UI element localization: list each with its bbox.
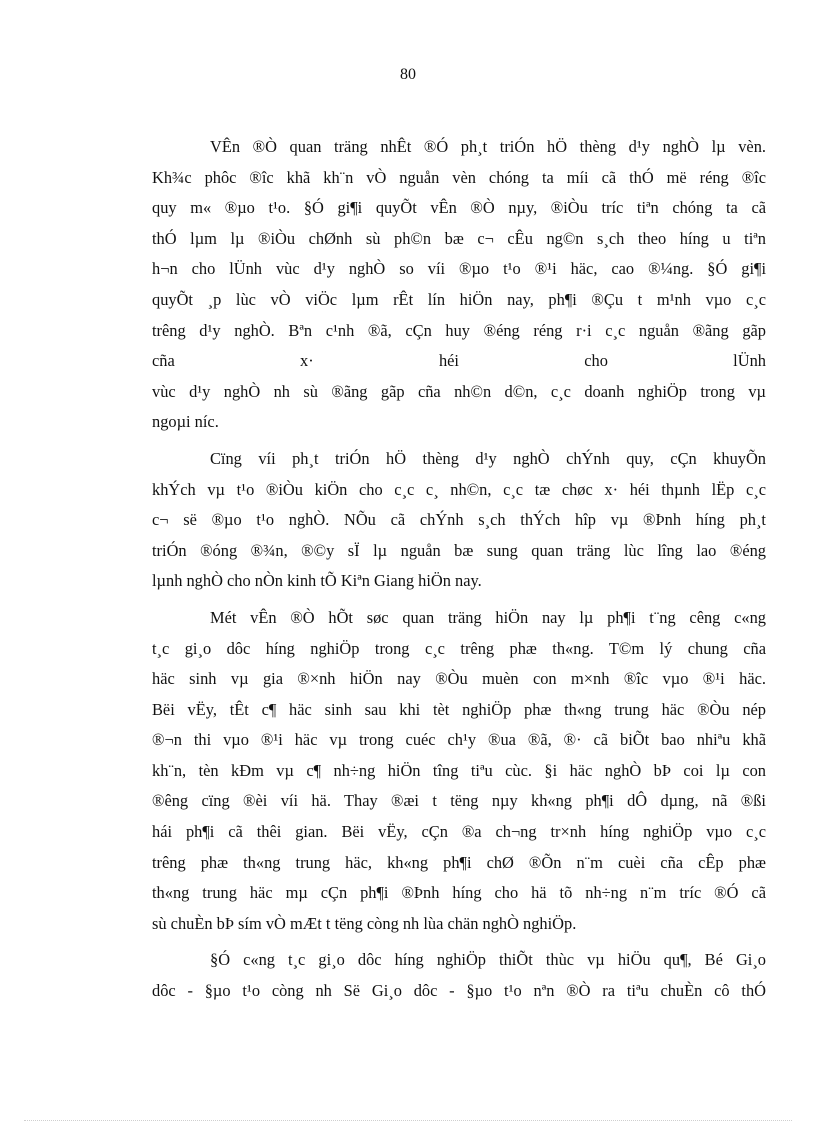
spread-words: [152, 346, 766, 377]
spread-word: cho: [584, 351, 608, 371]
paragraph-4: [152, 945, 766, 1006]
paragraph-line: vùc d¹y nghÒ nh sù ®ãng gãp cña nh©n d©n, c¸c doanh nghiÖp trong vµ: [152, 381, 766, 401]
paragraph-line: häc sinh vµ gia ®×nh hiÖn nay ®Òu muèn con m×nh ®îc vµo ®¹i häc.: [152, 669, 766, 689]
spread-word: lÜnh: [733, 351, 766, 371]
paragraph-line: c¬ së ®µo t¹o nghÒ. NÕu cã chÝnh s¸ch thÝch hîp vµ ®Þnh híng ph¸t: [152, 510, 766, 530]
paragraph-line: khÝch vµ t¹o ®iÒu kiÖn cho c¸c c¸ nh©n, c¸c tæ chøc x· héi thµnh lËp c¸c: [152, 479, 766, 499]
spread-word: x·: [300, 351, 314, 371]
paragraph-line: trêng d¹y nghÒ. Bªn c¹nh ®ã, cÇn huy ®éng réng r·i c¸c nguån ®ãng gãp: [152, 320, 766, 340]
paragraph-line: Kh¾c phôc ®îc khã kh¨n vÒ nguån vèn chóng ta míi cã thÓ më réng ®îc: [152, 167, 766, 187]
paragraph-3: [152, 603, 766, 940]
paragraph-line: sù chuÈn bÞ sím vÒ mÆt t tëng còng nh lùa chän nghÒ nghiÖp.: [152, 913, 577, 933]
paragraph-line: ngoµi níc.: [152, 412, 219, 432]
paragraph-line: th«ng trung häc mµ cÇn ph¶i ®Þnh híng cho hä tõ nh÷ng n¨m tríc ®Ó cã: [152, 883, 766, 903]
paragraph-line: quy m« ®µo t¹o. §Ó gi¶i quyÕt vÊn ®Ò nµy, ®iÒu tríc tiªn chóng ta cã: [152, 198, 766, 218]
paragraph-line: quyÕt ¸p lùc vÒ viÖc lµm rÊt lín hiÖn nay, ph¶i ®Çu t m¹nh vµo c¸c: [152, 289, 766, 309]
paragraph-1: [152, 132, 766, 438]
page-number: 80: [400, 66, 416, 83]
paragraph-line: ®¬n thi vµo ®¹i häc vµ trong cuéc ch¹y ®ua ®ã, ®· cã biÕt bao nhiªu khã: [152, 730, 766, 750]
spread-word: héi: [438, 351, 459, 371]
paragraph-line: kh¨n, tèn kÐm vµ c¶ nh÷ng hiÖn tîng tiªu cùc. §i häc nghÒ bÞ coi lµ con: [152, 760, 766, 780]
paragraph-line: trêng phæ th«ng trung häc, kh«ng ph¶i chØ ®Õn n¨m cuèi cña cÊp phæ: [152, 852, 766, 872]
paragraph-2: [152, 444, 766, 597]
paragraph-line: t¸c gi¸o dôc híng nghiÖp trong c¸c trêng phæ th«ng. T©m lý chung cña: [152, 638, 766, 658]
page-bottom-divider: [24, 1120, 792, 1121]
paragraph-line: triÓn ®óng ®¾n, ®©y sÏ lµ nguån bæ sung quan träng lùc lîng lao ®éng: [152, 540, 766, 560]
paragraph-line: VÊn ®Ò quan träng nhÊt ®Ó ph¸t triÓn hÖ thèng d¹y nghÒ lµ vèn.: [210, 137, 766, 156]
paragraph-line: Mét vÊn ®Ò hÕt søc quan träng hiÖn nay lµ ph¶i t¨ng cêng c«ng: [210, 607, 766, 627]
paragraph-line: thÓ lµm lµ ®iÒu chØnh sù ph©n bæ c¬ cÊu ng©n s¸ch theo híng u tiªn: [152, 228, 766, 248]
paragraph-line: h¬n cho lÜnh vùc d¹y nghÒ so víi ®µo t¹o ®¹i häc, cao ®¼ng. §Ó gi¶i: [152, 259, 766, 279]
paragraph-line-spread: [152, 346, 766, 377]
paragraph-line: dôc - §µo t¹o còng nh Së Gi¸o dôc - §µo t¹o nªn ®Ò ra tiªu chuÈn cô thÓ: [152, 981, 766, 1001]
document-body: [152, 132, 766, 1013]
paragraph-line: §Ó c«ng t¸c gi¸o dôc híng nghiÖp thiÕt thùc vµ hiÖu qu¶, Bé Gi¸o: [210, 950, 766, 970]
paragraph-line: Bëi vËy, tÊt c¶ häc sinh sau khi tèt nghiÖp phæ th«ng trung häc ®Òu nép: [152, 699, 766, 719]
paragraph-line: lµnh nghÒ cho nÒn kinh tÕ Kiªn Giang hiÖn nay.: [152, 571, 482, 591]
spread-word: cña: [152, 351, 175, 371]
paragraph-line: Cïng víi ph¸t triÓn hÖ thèng d¹y nghÒ chÝnh quy, cÇn khuyÕn: [210, 448, 766, 468]
paragraph-line: hái ph¶i cã thêi gian. Bëi vËy, cÇn ®a ch¬ng tr×nh híng nghiÖp vµo c¸c: [152, 822, 766, 842]
paragraph-line: ®êng cïng ®èi víi hä. Thay ®æi t tëng nµy kh«ng ph¶i dÔ dµng, nã ®ßi: [152, 791, 766, 811]
